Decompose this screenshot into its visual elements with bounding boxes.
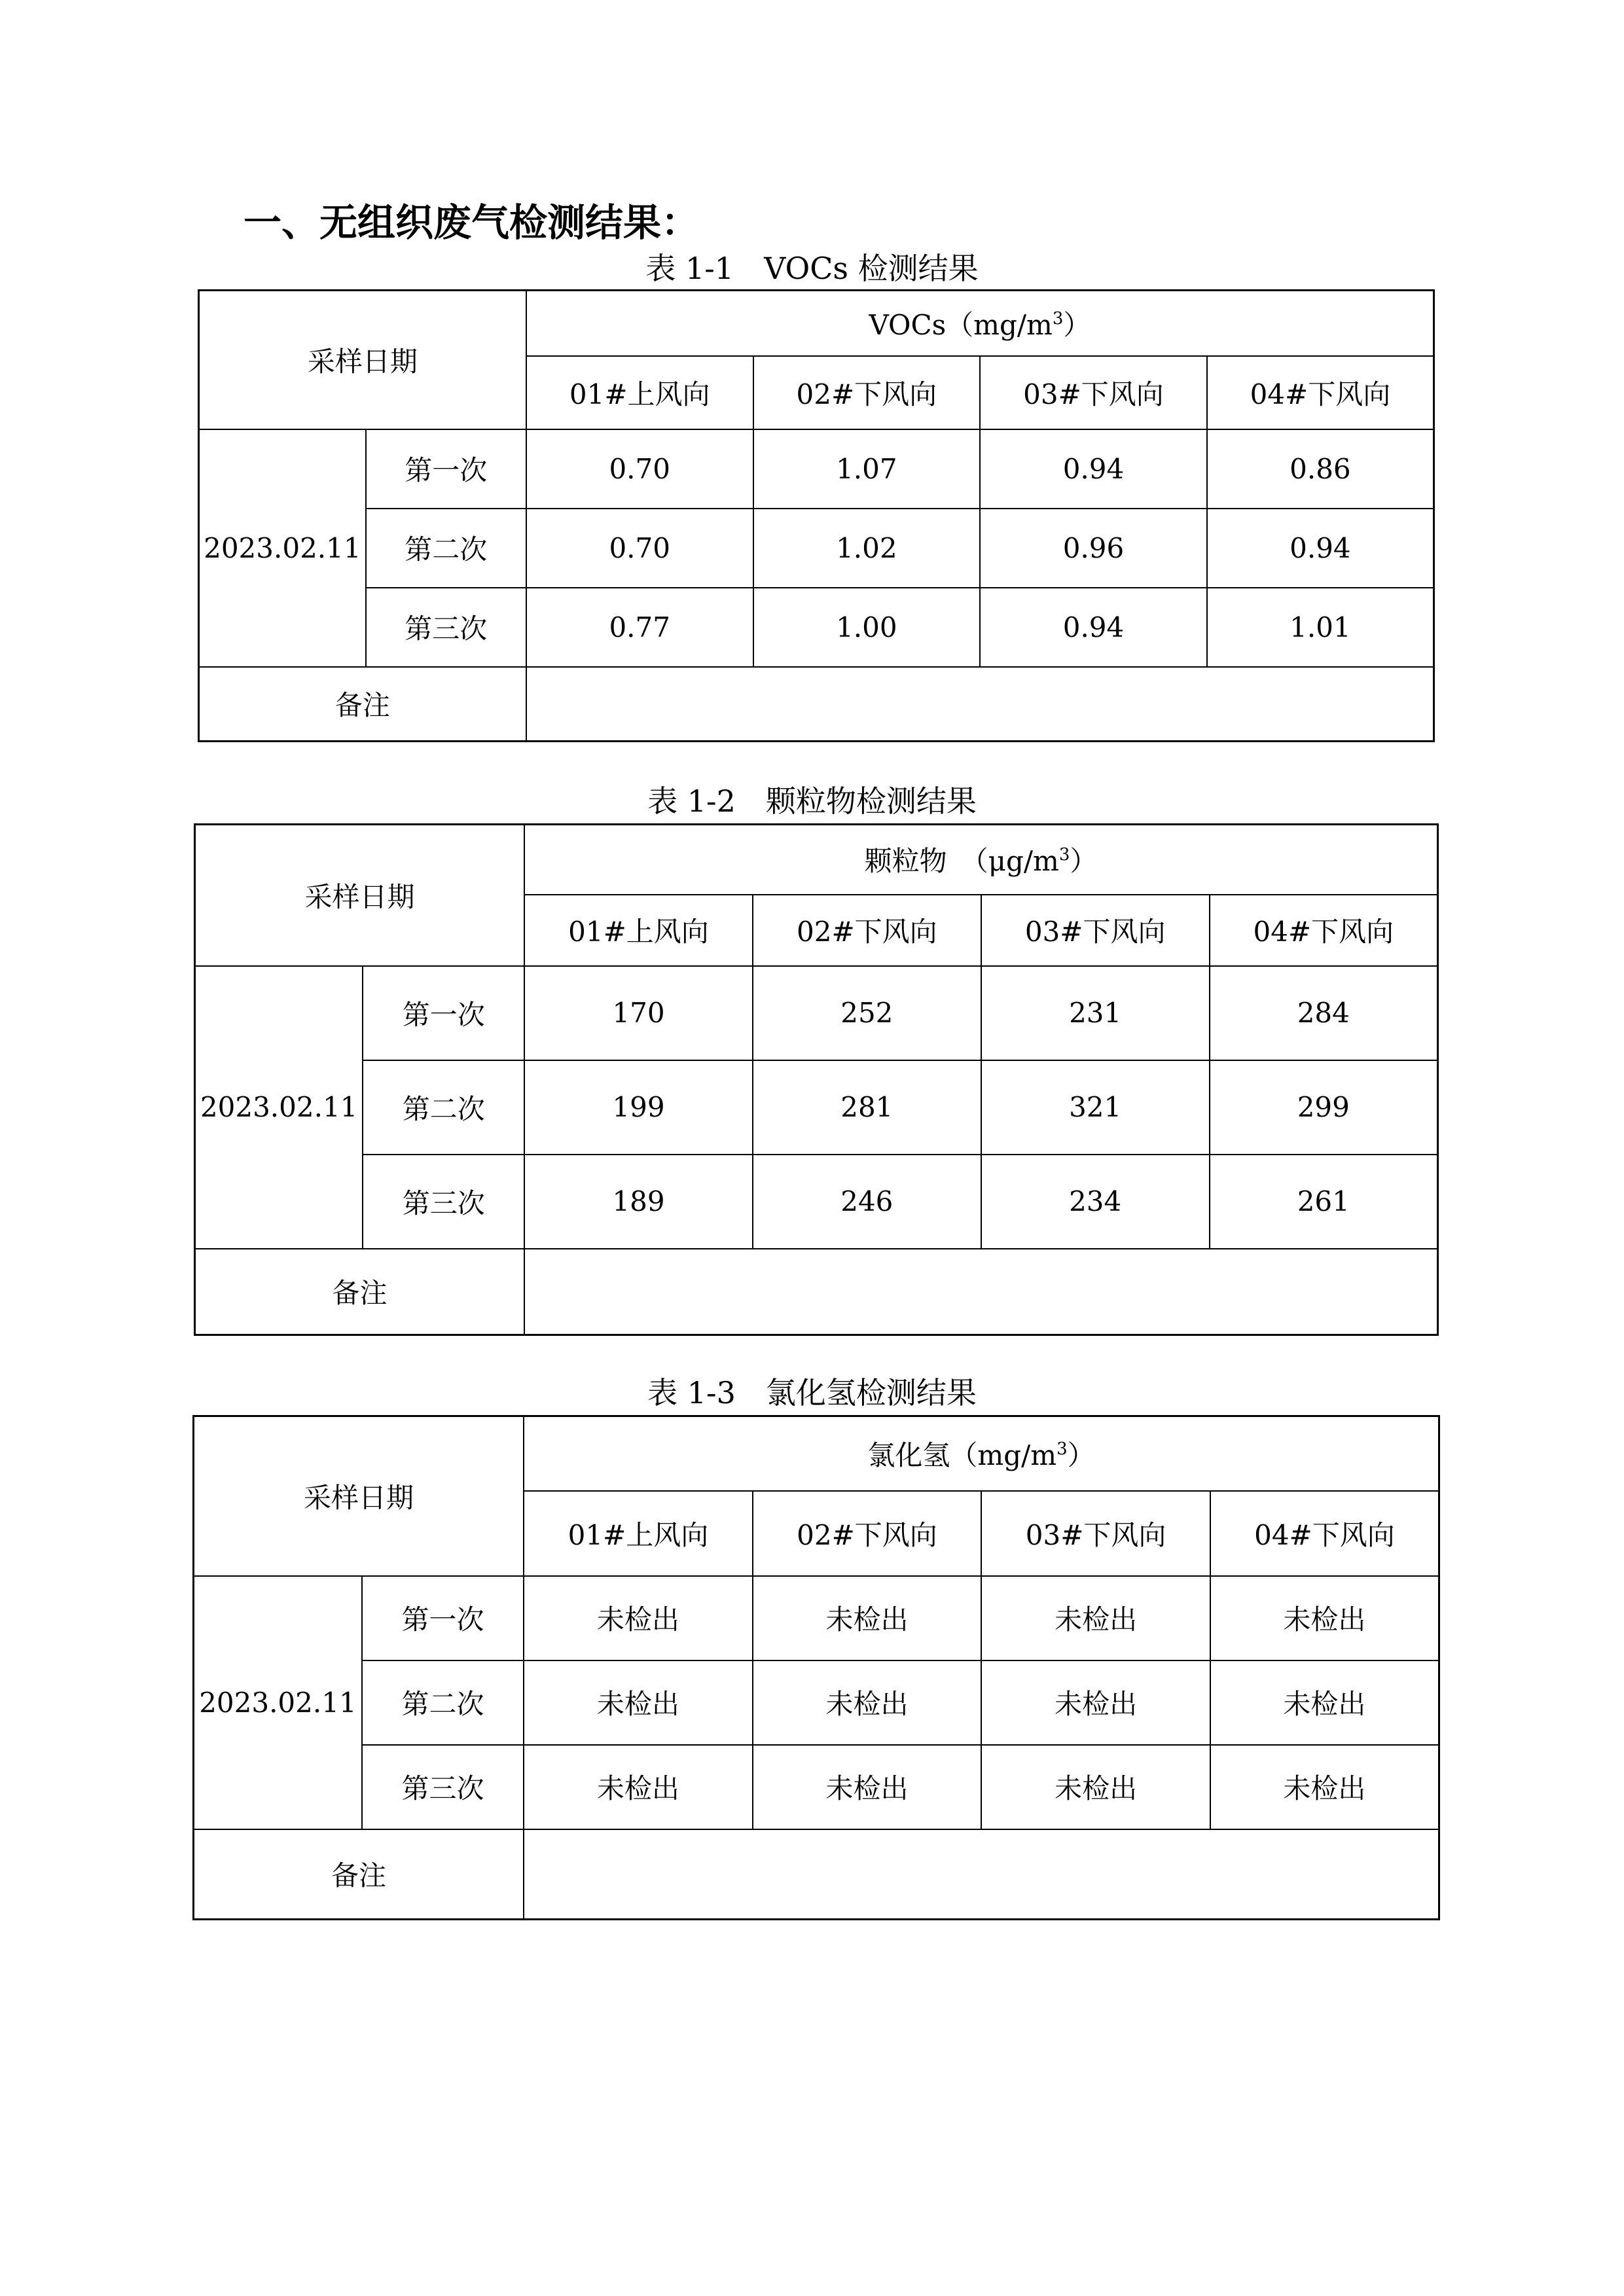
station-header: 01#上风向 [526, 356, 753, 429]
station-header: 01#上风向 [524, 895, 753, 966]
parameter-header: 颗粒物 $(\mu g/m^3)$ [524, 825, 1437, 895]
date-header: 采样日期 [199, 291, 526, 429]
parameter-header: $VOCs(mg/m^3)$ [526, 291, 1434, 356]
remark-cell [524, 1829, 1439, 1920]
results-table-hcl [192, 1415, 1440, 1920]
value-cell: 170 [524, 966, 753, 1060]
sampling-date: 2023.02.11 [195, 966, 363, 1249]
round-label: 第三次 [366, 588, 526, 667]
value-cell: 189 [524, 1155, 753, 1249]
value-cell: 281 [753, 1060, 981, 1155]
value-cell: 未检出 [524, 1576, 753, 1660]
value-cell: 252 [753, 966, 981, 1060]
station-header: 03#下风向 [981, 1491, 1210, 1576]
results-table-particulate [194, 823, 1439, 1336]
remark-cell [526, 667, 1434, 742]
station-header: 02#下风向 [753, 356, 981, 429]
value-cell: 未检出 [524, 1745, 753, 1829]
station-header: 03#下风向 [980, 356, 1207, 429]
table-caption: 表 1-2 颗粒物检测结果 [647, 783, 977, 819]
value-cell: 0.94 [980, 429, 1207, 509]
sampling-date: 2023.02.11 [199, 429, 366, 667]
round-label: 第二次 [363, 1060, 524, 1155]
value-cell: 未检出 [1210, 1660, 1439, 1745]
station-header: 01#上风向 [524, 1491, 753, 1576]
value-cell: 未检出 [753, 1576, 982, 1660]
table-caption: 表 1-1 VOCs 检测结果 [645, 251, 979, 286]
round-label: 第三次 [363, 1155, 524, 1249]
station-header: 02#下风向 [753, 895, 981, 966]
value-cell: 231 [981, 966, 1210, 1060]
table-caption: 表 1-3 氯化氢检测结果 [647, 1375, 977, 1410]
station-header: 02#下风向 [753, 1491, 982, 1576]
round-label: 第二次 [362, 1660, 524, 1745]
sampling-date: 2023.02.11 [194, 1576, 362, 1829]
value-cell: 0.70 [526, 429, 753, 509]
round-label: 第二次 [366, 509, 526, 588]
value-cell: 未检出 [1210, 1745, 1439, 1829]
round-label: 第三次 [362, 1745, 524, 1829]
station-header: 04#下风向 [1210, 1491, 1439, 1576]
value-cell: 0.94 [980, 588, 1207, 667]
value-cell: 未检出 [981, 1660, 1210, 1745]
remark-label: 备注 [195, 1249, 525, 1335]
remark-label: 备注 [194, 1829, 524, 1920]
value-cell: 199 [524, 1060, 753, 1155]
station-header: 04#下风向 [1210, 895, 1438, 966]
parameter-header: 氯化氢$(mg/m^3)$ [524, 1416, 1439, 1491]
value-cell: 261 [1210, 1155, 1438, 1249]
round-label: 第一次 [366, 429, 526, 509]
date-header: 采样日期 [194, 1416, 524, 1576]
section-heading: 一、无组织废气检测结果： [244, 200, 700, 245]
value-cell: 未检出 [981, 1576, 1210, 1660]
value-cell: 321 [981, 1060, 1210, 1155]
value-cell: 234 [981, 1155, 1210, 1249]
value-cell: 0.70 [526, 509, 753, 588]
date-header: 采样日期 [195, 825, 525, 966]
value-cell: 1.07 [753, 429, 981, 509]
value-cell: 1.02 [753, 509, 981, 588]
value-cell: 246 [753, 1155, 981, 1249]
value-cell: 1.01 [1207, 588, 1434, 667]
value-cell: 未检出 [524, 1660, 753, 1745]
station-header: 04#下风向 [1207, 356, 1434, 429]
remark-label: 备注 [199, 667, 526, 742]
station-header: 03#下风向 [981, 895, 1210, 966]
value-cell: 0.86 [1207, 429, 1434, 509]
results-table-vocs [198, 289, 1435, 742]
round-label: 第一次 [362, 1576, 524, 1660]
value-cell: 0.96 [980, 509, 1207, 588]
value-cell: 1.00 [753, 588, 981, 667]
value-cell: 284 [1210, 966, 1438, 1060]
value-cell: 未检出 [753, 1745, 982, 1829]
round-label: 第一次 [363, 966, 524, 1060]
value-cell: 0.77 [526, 588, 753, 667]
value-cell: 未检出 [981, 1745, 1210, 1829]
value-cell: 299 [1210, 1060, 1438, 1155]
value-cell: 未检出 [1210, 1576, 1439, 1660]
remark-cell [524, 1249, 1437, 1335]
value-cell: 0.94 [1207, 509, 1434, 588]
value-cell: 未检出 [753, 1660, 982, 1745]
